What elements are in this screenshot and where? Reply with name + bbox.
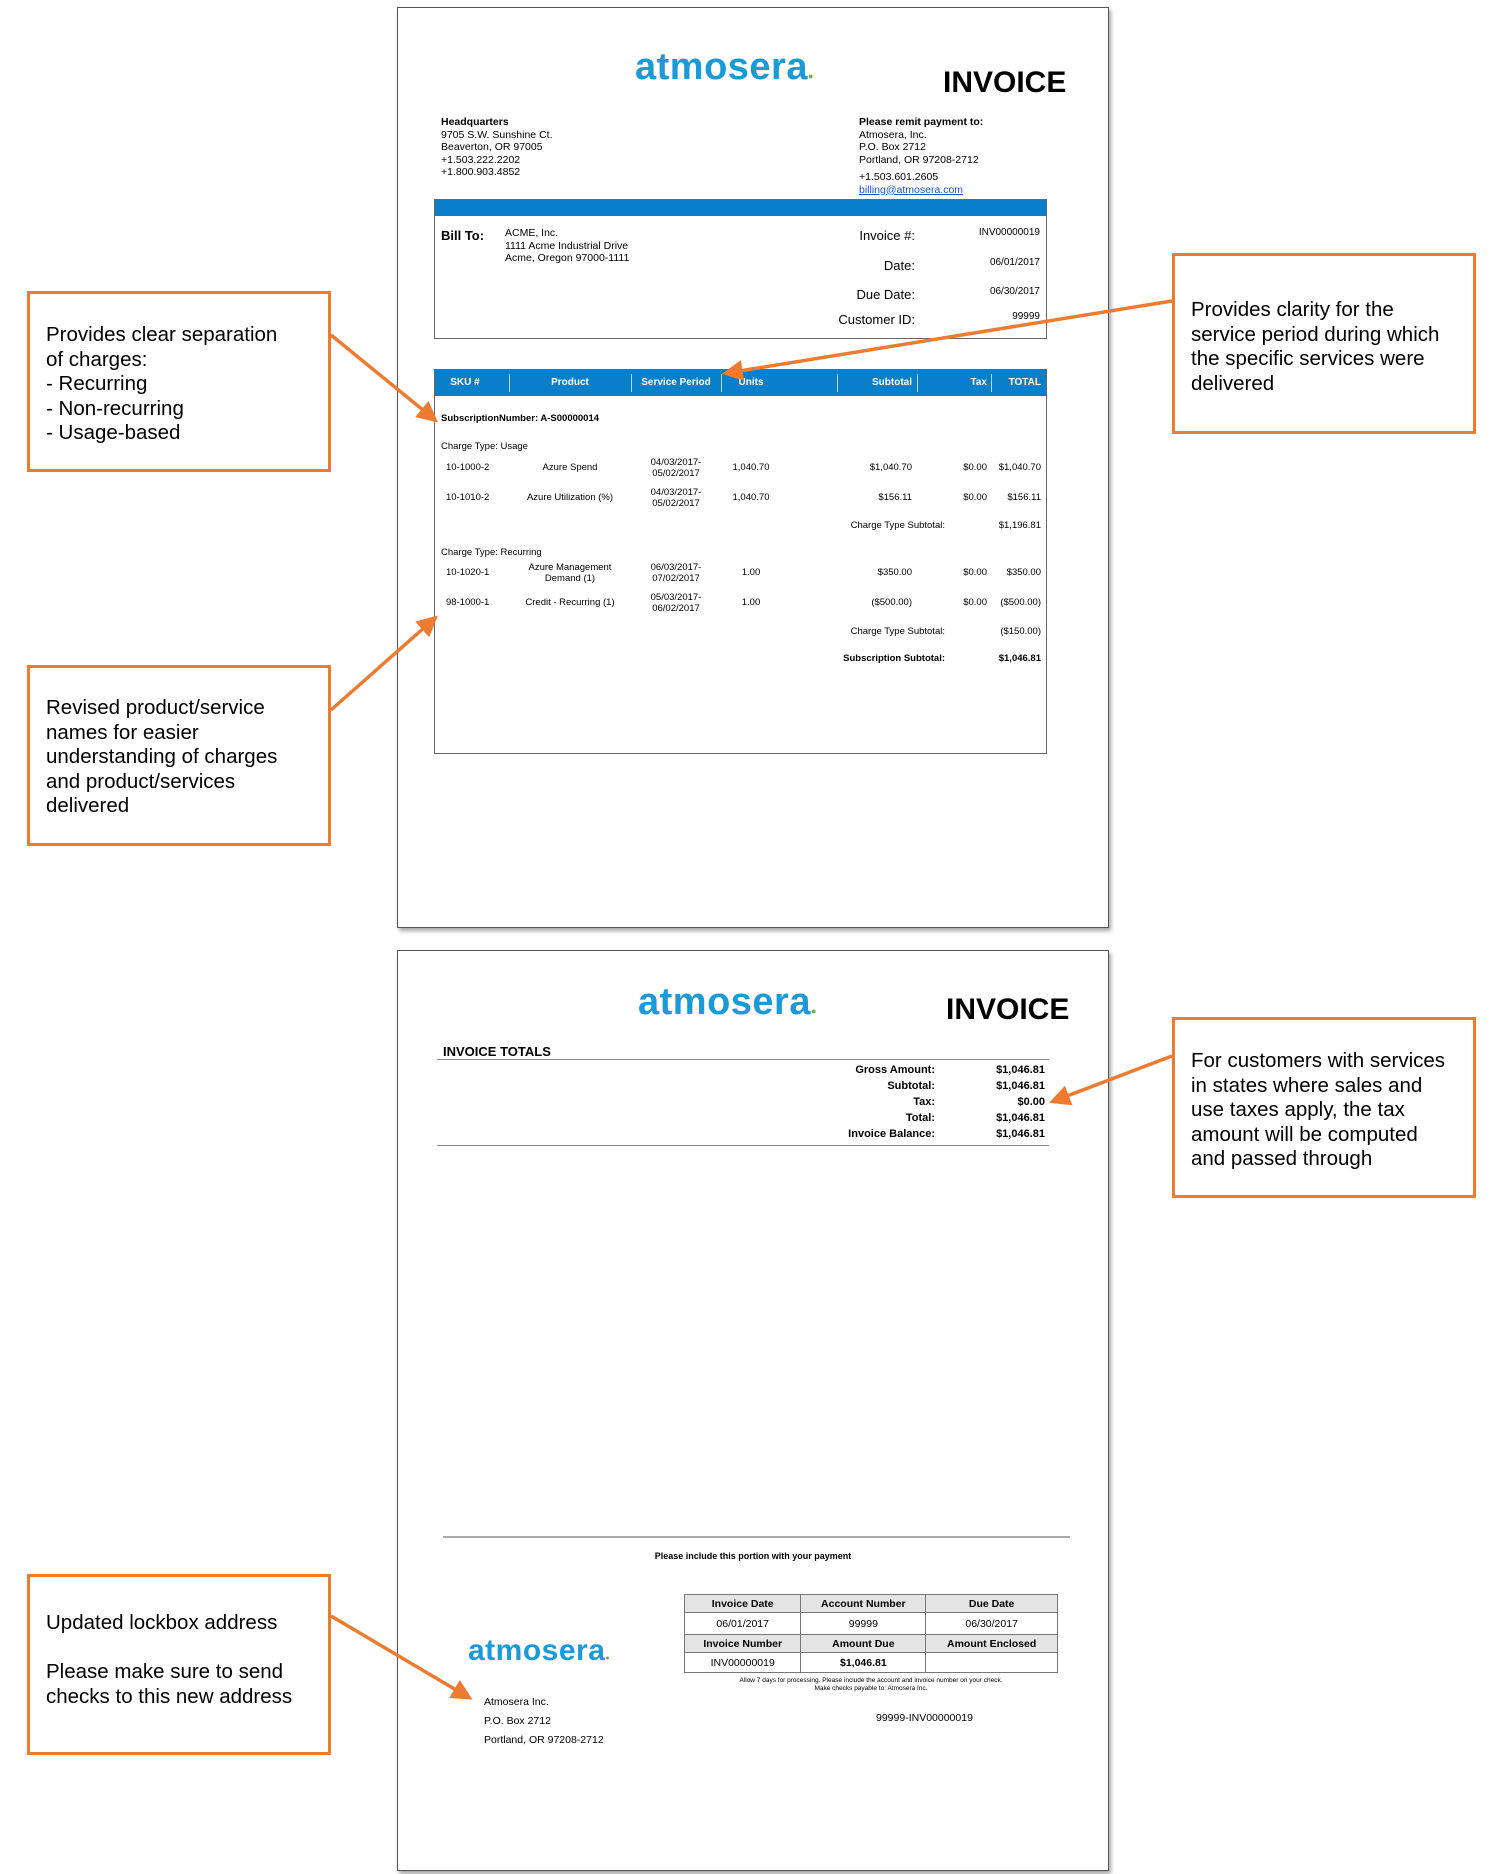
callout-lockbox: Updated lockbox address Please make sure to send checks to this new address [27,1574,331,1755]
callout-tax: For customers with services in states where sales and use taxes apply, the tax amount will be computed and passed through [1172,1017,1476,1198]
totals-row: Invoice Balance: $1,046.81 [848,1128,1045,1140]
stub-instruction: Please include this portion with your payment [654,1551,852,1561]
usage-subtotal-label: Charge Type Subtotal: [850,520,945,531]
stub-amount-due: $1,046.81 [801,1653,926,1673]
line-items-table: SKU # Product Service Period Units Subtotal Tax TOTAL SubscriptionNumber: A-S00000014 Charge Type: Usage 10-1000-2 Azure Spend 04/03/2017- 05/02/2017 1,040.70 $1,040.70 $0.00 $1,040.70 10-1010-2 Azure Utilization (%) 04/03/2017- 05/02/2017 1,040.70 $156.11 $0.00 $156.11 Charge Type Subtotal: $1,196.81 Charge Type: Recurring 10-1020-1 Azure Management Demand (1) 06/03/2017- 07/02/2017 1.00 $350.00 $0.00 $350.00 98-1000-1 Credit - Recurring (1) 05/03/2017- 06/02/2017 1.00 ($500.00) $0.00 ($500.00) Charge Type Subtotal: ($150.00) Subscription Subtotal: $1,046.81 [434,369,1047,754]
col-sku: SKU # [450,377,480,388]
billing-email-link[interactable]: billing@atmosera.com [859,183,964,196]
headquarters-address: Headquarters 9705 S.W. Sunshine Ct. Beaverton, OR 97005 +1.503.222.2202 +1.800.903.4852 [441,116,553,178]
col-product: Product [551,377,589,388]
bill-to-label: Bill To: [441,228,485,243]
totals-row: Subtotal: $1,046.81 [887,1080,1045,1092]
arrow-names [331,619,434,710]
subscription-number: SubscriptionNumber: A-S00000014 [441,413,600,424]
customer-id: 99999 [1012,311,1040,322]
usage-subtotal: $1,196.81 [998,520,1041,531]
stub-due-date: 06/30/2017 [926,1613,1058,1635]
totals-row: Tax: $0.00 [913,1096,1045,1108]
totals-row: Gross Amount: $1,046.81 [855,1064,1045,1076]
col-tax: Tax [970,377,987,388]
col-units: Units [738,377,764,388]
subscription-subtotal: $1,046.81 [998,653,1041,664]
invoice-totals-heading: INVOICE TOTALS [443,1044,551,1059]
arrow-period [727,301,1172,373]
col-total: TOTAL [1008,377,1041,388]
remit-address: Please remit payment to: Atmosera, Inc. P.O. Box 2712 Portland, OR 97208-2712 +1.503.601.2605 billing@atmosera.com [859,116,984,196]
atmosera-logo: atmosera● [638,981,817,1023]
invoice-number: INV00000019 [978,227,1040,238]
stub-invoice-number: INV00000019 [685,1653,801,1673]
due-date: 06/30/2017 [989,286,1040,297]
totals-row: Total: $1,046.81 [905,1112,1045,1124]
bill-to-address: ACME, Inc. 1111 Acme Industrial Drive Acme, Oregon 97000-1111 [505,227,630,264]
bill-to-box: Bill To: ACME, Inc. 1111 Acme Industrial Drive Acme, Oregon 97000-1111 Invoice #: INV00000019 Date: 06/01/2017 Due Date: 06/30/2017 Customer ID: 99999 [434,199,1047,339]
charge-type-recurring: Charge Type: Recurring [441,547,542,558]
invoice-title: INVOICE [946,993,1070,1026]
invoice-date: 06/01/2017 [989,257,1040,268]
atmosera-logo: atmosera● [635,46,814,88]
charge-type-usage: Charge Type: Usage [441,441,528,452]
lockbox-address: Atmosera Inc. P.O. Box 2712 Portland, OR 97208-2712 [484,1696,604,1746]
subscription-subtotal-label: Subscription Subtotal: [843,653,945,664]
arrow-charges [331,335,434,419]
recurring-subtotal: ($150.00) [1000,626,1041,637]
stub-invoice-date: 06/01/2017 [685,1613,801,1635]
arrow-tax [1054,1056,1172,1101]
stub-account-number: 99999 [801,1613,926,1635]
col-subtotal: Subtotal [872,377,912,388]
stub-note: Allow 7 days for processing. Please include the account and invoice number on your check. Make checks payable to: Atmosera Inc. [739,1677,1003,1692]
arrow-lockbox [331,1616,468,1697]
col-service-period: Service Period [641,377,711,388]
invoice-title: INVOICE [943,66,1067,99]
payment-stub-table: Invoice Date Account Number Due Date 06/01/2017 99999 06/30/2017 Invoice Number Amount Due Amount Enclosed INV00000019 $1,046.81 [684,1594,1058,1673]
stub-reference: 99999-INV00000019 [876,1712,973,1724]
callout-charge-separation: Provides clear separation of charges: - Recurring - Non-recurring - Usage-based [27,291,331,472]
callout-service-period: Provides clarity for the service period during which the specific services were delivered [1172,253,1476,434]
atmosera-logo: atmosera● [468,1634,611,1667]
recurring-subtotal-label: Charge Type Subtotal: [850,626,945,637]
callout-product-names: Revised product/service names for easier understanding of charges and product/services delivered [27,665,331,846]
